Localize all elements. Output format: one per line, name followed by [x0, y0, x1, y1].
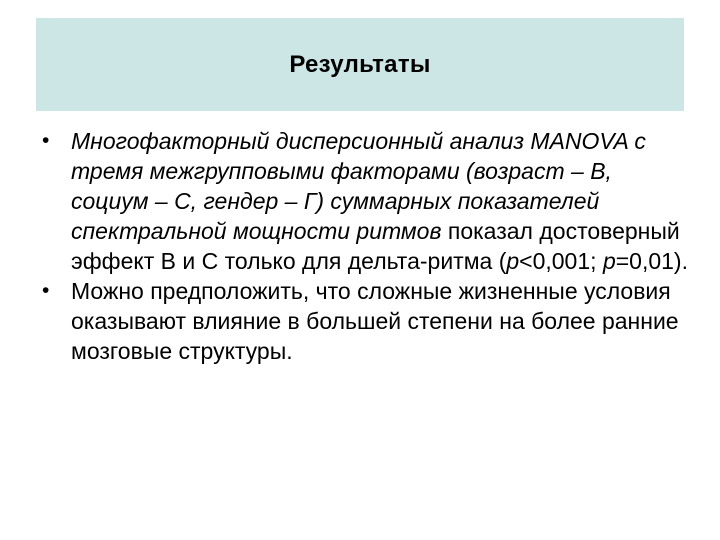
p-symbol: p — [506, 248, 520, 274]
p-value-second: =0,01). — [615, 248, 688, 274]
bullet-icon: • — [42, 279, 50, 302]
slide-body — [42, 126, 692, 366]
p-symbol: p — [602, 248, 616, 274]
bullet-icon: • — [42, 129, 50, 152]
title-banner — [36, 18, 684, 111]
p-value-first: <0,001; — [519, 248, 603, 274]
bullet-italic-text: Многофакторный дисперсионный анализ MANOVA с тремя межгрупповыми факторами (возраст – В, социум – С, гендер – Г) суммарных показателей спектральной мощности ритмов — [71, 128, 646, 244]
bullet-plain-text: показал достоверный эффект В и С только для дельта-ритма ( — [71, 218, 680, 274]
bullet-item-conclusion — [42, 276, 692, 366]
slide-title: Результаты — [289, 50, 431, 78]
bullet-item-manova — [42, 126, 692, 276]
bullet-text: Можно предположить, что сложные жизненные условия оказывают влияние в большей степени на более ранние мозговые структуры. — [71, 278, 679, 364]
